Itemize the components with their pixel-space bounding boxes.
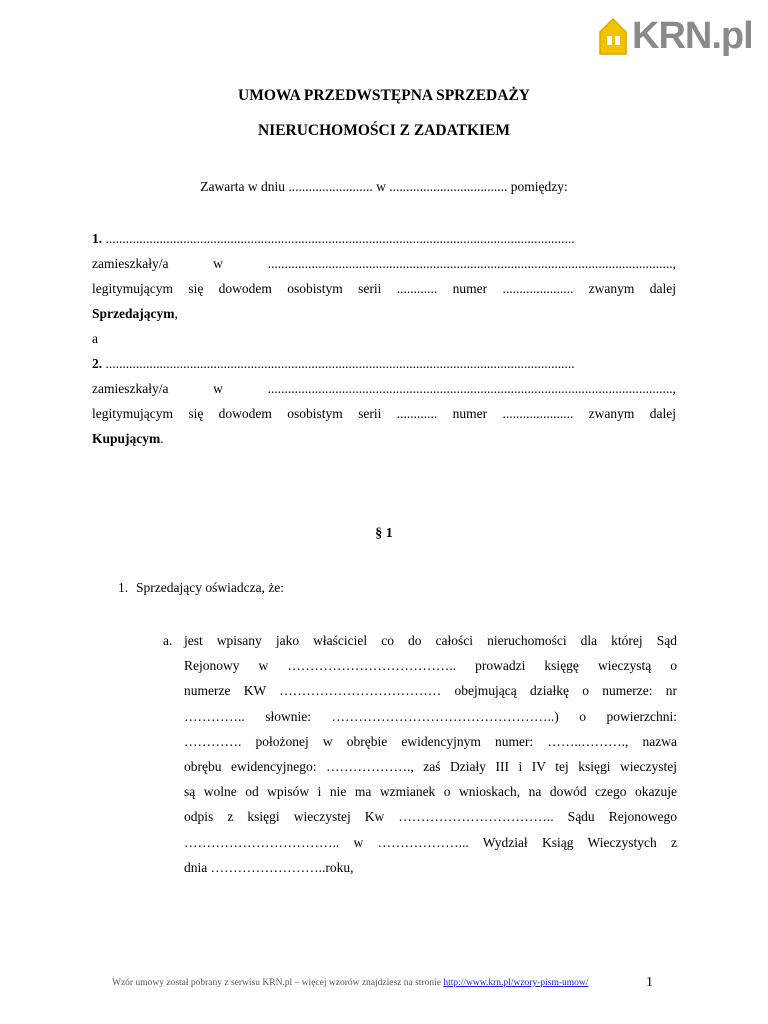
conjunction: a xyxy=(92,331,98,346)
party-2-number: 2. xyxy=(92,356,103,371)
document-title-line-2: NIERUCHOMOŚCI Z ZADATKIEM xyxy=(257,122,511,139)
party-1-role-suffix: , xyxy=(174,306,178,321)
subitem-a-line: jest wpisany jako właściciel co do całości nieruchomości dla której Sąd xyxy=(184,633,677,648)
party-2-role: Kupującym xyxy=(92,431,161,446)
party-1-role-line xyxy=(92,306,676,322)
contract-intro: Zawarta w dniu ......................... w ................................... pomiędzy: xyxy=(200,179,568,194)
subitem-a-line: Rejonowy w ……………………………….. prowadzi księgę wieczystą o xyxy=(184,658,677,674)
party-2-id-line: legitymującym się dowodem osobistym serii ............ numer ..................... zwanym dalej xyxy=(92,406,676,421)
list-item-1-number: 1. xyxy=(118,580,129,595)
document-title-line-1: UMOWA PRZEDWSTĘPNA SPRZEDAŻY xyxy=(238,87,530,104)
party-2-address: zamieszkały/a w ........................................................................................................................, xyxy=(92,381,676,396)
party-2-role-line xyxy=(92,431,676,447)
party-1-number: 1. xyxy=(92,231,103,246)
party-1-address: zamieszkały/a w ........................................................................................................................, xyxy=(92,256,676,271)
krn-logo xyxy=(598,14,753,58)
list-item-1-text: Sprzedający oświadcza, że: xyxy=(136,580,285,595)
subitem-a-line: ………….. słownie: …………………………………………..) o powierzchni: xyxy=(184,708,677,724)
party-2-name-dots: ........................................................................................................................................... xyxy=(102,356,575,371)
logo-text: KRN.pl xyxy=(632,15,753,57)
subitem-a-line: …………………………….. w ………………... Wydział Ksiąg Wieczystych z xyxy=(184,834,677,850)
subitem-a-line: obrębu ewidencyjnego: ………………., zaś Działy III i IV tej księgi wieczystej xyxy=(184,758,677,774)
subitem-a-line: …………. położonej w obrębie ewidencyjnym numer: ……..………., nazwa xyxy=(184,733,677,749)
footer-link[interactable]: http://www.krn.pl/wzory-pism-umow/ xyxy=(443,978,589,988)
subitem-a-line: dnia ……………………..roku, xyxy=(184,859,354,875)
page-number: 1 xyxy=(646,975,653,990)
section-heading: § 1 xyxy=(375,526,393,541)
party-1-name-line xyxy=(92,231,676,247)
subitem-a-letter: a. xyxy=(163,633,173,648)
party-2-name-line xyxy=(92,356,676,372)
footer-note xyxy=(112,978,588,988)
party-1-name-dots: ........................................................................................................................................... xyxy=(102,231,575,246)
party-1-role: Sprzedającym xyxy=(92,306,175,321)
party-1-id-line: legitymującym się dowodem osobistym serii ............ numer ..................... zwanym dalej xyxy=(92,281,676,296)
house-icon xyxy=(598,16,628,56)
subitem-a-line: numerze KW ……………………………… obejmującą działkę o numerze: nr xyxy=(184,683,677,699)
footer-text: Wzór umowy został pobrany z serwisu KRN.pl – więcej wzorów znajdziesz na stronie xyxy=(112,978,444,988)
subitem-a-line: są wolne od wpisów i nie ma wzmianek o wnioskach, na dowód czego okazuje xyxy=(184,784,677,800)
party-2-role-suffix: . xyxy=(160,431,164,446)
subitem-a-text xyxy=(184,633,677,885)
subitem-a-line: odpis z księgi wieczystej Kw …………………………….. Sądu Rejonowego xyxy=(184,809,677,825)
